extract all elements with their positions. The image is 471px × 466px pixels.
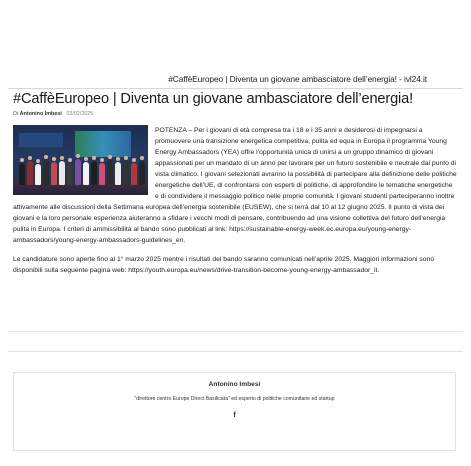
author-box-bio: "direttore centro Europe Direct Basilicata" ed esperto di politiche comunitarie ed startup xyxy=(134,396,335,402)
facebook-icon[interactable]: f xyxy=(233,412,236,419)
article-title: #CaffèEuropeo | Diventa un giovane ambasciatore dell’energia! xyxy=(13,91,414,107)
site-title: #CaffèEuropeo | Diventa un giovane ambasciatore dell’energia! - ivl24.it xyxy=(168,74,427,84)
image-spacer xyxy=(13,126,155,198)
article-body xyxy=(13,126,457,277)
divider xyxy=(8,351,463,352)
author-link[interactable]: Antonino Imbesi xyxy=(19,111,62,117)
divider xyxy=(8,88,463,89)
author-box xyxy=(13,372,456,451)
author-box-name[interactable]: Antonino Imbesi xyxy=(208,381,261,388)
article-meta xyxy=(13,111,93,117)
divider xyxy=(8,331,463,332)
article-paragraph: Le candidature sono aperte fino al 1° marzo 2025 mentre i risultati del bando saranno comunicati nell’aprile 2025. Maggiori informazioni sono disponibili sulla seguente pagina web: https://youth.europa.eu/news/drive-transition-become-young-energy-ambassador_it. xyxy=(13,256,435,275)
article-paragraph: POTENZA – Per i giovani di età compresa tra i 18 e i 35 anni e desiderosi di impegnarsi a promuovere una transizione energetica competitiva, pulita ed equa in Europa il programma Young Energy Ambassadors (YEA) offre l’opportunità unica di unirsi a un gruppo dinamico di giovani appassionati per un mandato di un anno per lavorare per un futuro sostenibile e neutrale dal punto di vista climatico. I giovani selezionati avranno la possibilità di partecipare alla definizione delle politiche energetiche dell’UE, di confrontarsi con esperti di politiche, di approfondire le tematiche energetiche e di condividere il messaggio politico nelle proprie comunità. I giovani studenti parteciperanno inoltre attivamente alle discussioni della Settimana europea dell’energia sostenibile (EUSEW), che si terrà dal 10 al 12 giugno 2025. Il punto di vista dei giovani e la loro personale esperienza aiuteranno a sfidare i vecchi modi di pensare, contribuendo ad una visione collettiva del futuro dell’energia pulita in Europa. I criteri di ammissibilità al bando sono pubblicati al link: https://sustainable-energy-week.ec.europa.eu/young-energy-ambassadors/young-energy-ambassadors-guidelines_en. xyxy=(13,127,457,244)
publish-date: 03/02/2025 xyxy=(66,111,94,117)
author-prefix: Di xyxy=(13,111,19,117)
